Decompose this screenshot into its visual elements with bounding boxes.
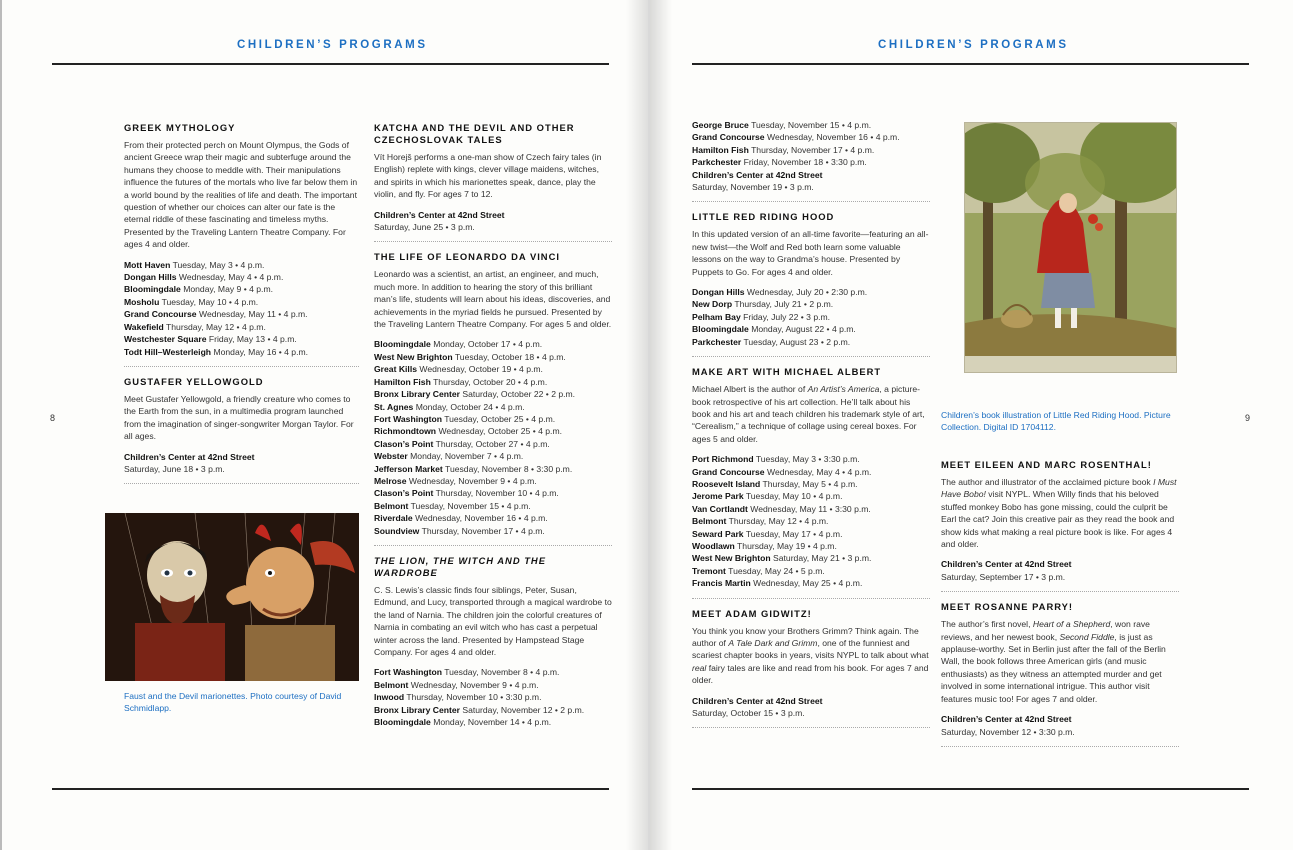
schedule-row: Hamilton Fish Thursday, October 20 • 4 p.m. xyxy=(374,376,548,387)
schedule-row: Roosevelt Island Thursday, May 5 • 4 p.m. xyxy=(692,478,858,489)
schedule-row: Bloomingdale Monday, November 14 • 4 p.m. xyxy=(374,717,552,728)
schedule-row: Webster Monday, November 7 • 4 p.m. xyxy=(374,451,524,462)
running-head-right: CHILDREN’S PROGRAMS xyxy=(878,39,1069,51)
date-line: Saturday, November 19 • 3 p.m. xyxy=(692,182,814,193)
page-number-right: 9 xyxy=(1245,413,1251,423)
section-title-rosanne-parry: MEET ROSANNE PARRY! xyxy=(941,601,1074,613)
schedule-row: Woodlawn Thursday, May 19 • 4 p.m. xyxy=(692,540,837,551)
date-line: Saturday, October 15 • 3 p.m. xyxy=(692,708,805,719)
schedule-row: Bronx Library Center Saturday, October 22 • 2 p.m. xyxy=(374,389,576,400)
right-page xyxy=(650,0,1293,850)
section-divider xyxy=(692,598,930,599)
schedule-row: Westchester Square Friday, May 13 • 4 p.m. xyxy=(124,334,297,345)
section-divider xyxy=(374,545,612,546)
footer-rule-left xyxy=(52,788,609,790)
section-divider xyxy=(941,746,1179,747)
schedule-row: Grand Concourse Wednesday, May 11 • 4 p.m. xyxy=(124,309,308,320)
schedule-row: Hamilton Fish Thursday, November 17 • 4 p.m. xyxy=(692,144,875,155)
schedule-list xyxy=(374,666,612,728)
section-description: The author and illustrator of the acclaimed picture book I Must Have Bobo! visit NYPL. When Willy finds that his beloved stuffed monkey Bobo has gone missing, could the culprit be Earl the cat? Join this creative pair as they read the book and show kids what making a real picture book is like. For ages 4 and older. xyxy=(941,477,1177,550)
date-line: Saturday, September 17 • 3 p.m. xyxy=(941,571,1066,582)
schedule-row: Dongan Hills Wednesday, May 4 • 4 p.m. xyxy=(124,272,284,283)
section-description: Michael Albert is the author of An Artist’s America, a picture-book retrospective of his art collection. He’ll talk about his book and his art and teach children his trademark style of art, “Cerealism,” a technique of collage using cereal boxes. For ages 5 and older. xyxy=(692,384,925,444)
venue-line: Children’s Center at 42nd Street xyxy=(941,714,1072,725)
schedule-row: Soundview Thursday, November 17 • 4 p.m. xyxy=(374,525,545,536)
section-divider xyxy=(124,483,359,484)
schedule-row: New Dorp Thursday, July 21 • 2 p.m. xyxy=(692,299,834,310)
header-rule-left xyxy=(52,63,609,65)
section-title-lion-witch-wardrobe: THE LION, THE WITCH AND THE WARDROBE xyxy=(374,554,546,578)
schedule-row: Grand Concourse Wednesday, November 16 • 4 p.m. xyxy=(692,132,900,143)
left-column-2 xyxy=(374,122,612,730)
venue-line: Children’s Center at 42nd Street xyxy=(692,169,823,180)
left-column-1 xyxy=(124,122,359,493)
section-title-leonardo: THE LIFE OF LEONARDO DA VINCI xyxy=(374,251,560,263)
venue-line: Children’s Center at 42nd Street xyxy=(124,451,255,462)
date-line: Saturday, June 18 • 3 p.m. xyxy=(124,463,225,474)
running-head-left: CHILDREN’S PROGRAMS xyxy=(237,39,428,51)
section-title-katcha: KATCHA AND THE DEVIL AND OTHER CZECHOSLOVAK TALES xyxy=(374,122,575,145)
schedule-row: Seward Park Tuesday, May 17 • 4 p.m. xyxy=(692,528,843,539)
schedule-row: Bloomingdale Monday, May 9 • 4 p.m. xyxy=(124,284,273,295)
section-divider xyxy=(692,356,930,357)
schedule-list xyxy=(124,259,359,358)
schedule-list xyxy=(692,286,930,348)
schedule-row: Clason’s Point Thursday, October 27 • 4 p.m. xyxy=(374,438,550,449)
header-rule-right xyxy=(692,63,1249,65)
page-number-left: 8 xyxy=(50,413,56,423)
schedule-row: Belmont Tuesday, November 15 • 4 p.m. xyxy=(374,500,531,511)
schedule-row: Melrose Wednesday, November 9 • 4 p.m. xyxy=(374,475,537,486)
schedule-row: Jerome Park Tuesday, May 10 • 4 p.m. xyxy=(692,491,843,502)
schedule-row: Belmont Thursday, May 12 • 4 p.m. xyxy=(692,516,829,527)
section-title-michael-albert: MAKE ART WITH MICHAEL ALBERT xyxy=(692,366,882,378)
section-divider xyxy=(692,201,930,202)
section-divider xyxy=(124,366,359,367)
schedule-row: Parkchester Friday, November 18 • 3:30 p.m. xyxy=(692,157,867,168)
section-title-greek-mythology: GREEK MYTHOLOGY xyxy=(124,122,236,133)
schedule-row: Wakefield Thursday, May 12 • 4 p.m. xyxy=(124,321,266,332)
footer-rule-right xyxy=(692,788,1249,790)
section-description: Leonardo was a scientist, an artist, an engineer, and much, much more. In addition to hearing the story of this brilliant man’s life, students will learn about his ideas, discoveries, and achievements in the myriad fields he pursued. Presented by the Traveling Lantern Theatre Company. For ages 5 and older. xyxy=(374,269,612,330)
schedule-row: Tremont Tuesday, May 24 • 5 p.m. xyxy=(692,565,825,576)
section-divider xyxy=(941,591,1179,592)
venue-line: Children’s Center at 42nd Street xyxy=(374,209,505,220)
illustration-image xyxy=(965,123,1176,372)
illustration-caption: Children’s book illustration of Little Red Riding Hood. Picture Collection. Digital ID 1704112. xyxy=(941,410,1171,433)
illustration-label-strip xyxy=(965,356,1176,372)
schedule-row: Jefferson Market Tuesday, November 8 • 3:30 p.m. xyxy=(374,463,573,474)
right-column-1 xyxy=(692,119,930,737)
right-column-2 xyxy=(941,459,1179,756)
section-description: Vít Horejš performs a one-man show of Czech fairy tales (in English) replete with kings, clever village maidens, witches, and spirits in which his marionettes speak, dance, play the violin, and fly. For ages 7 to 12. xyxy=(374,152,602,200)
venue-line: Children’s Center at 42nd Street xyxy=(941,559,1072,570)
schedule-row: Clason’s Point Thursday, November 10 • 4 p.m. xyxy=(374,488,559,499)
schedule-row: Dongan Hills Wednesday, July 20 • 2:30 p.m. xyxy=(692,287,868,298)
schedule-row: West New Brighton Saturday, May 21 • 3 p.m. xyxy=(692,553,872,564)
schedule-row: Bloomingdale Monday, August 22 • 4 p.m. xyxy=(692,324,856,335)
section-title-little-red-riding-hood: LITTLE RED RIDING HOOD xyxy=(692,211,835,223)
section-divider xyxy=(374,241,612,242)
section-description: C. S. Lewis’s classic finds four siblings, Peter, Susan, Edmund, and Lucy, transported through a magical wardrobe to the land of Narnia. The children join the colorful creatures of Narnia in combating an evil witch who has cast a perpetual winter across the land. Presented by Hampstead Stage Company. For ages 4 and older. xyxy=(374,584,612,657)
schedule-row: Bloomingdale Monday, October 17 • 4 p.m. xyxy=(374,339,543,350)
schedule-row: George Bruce Tuesday, November 15 • 4 p.m. xyxy=(692,120,872,130)
schedule-row: Port Richmond Tuesday, May 3 • 3:30 p.m. xyxy=(692,454,860,465)
schedule-row: St. Agnes Monday, October 24 • 4 p.m. xyxy=(374,401,525,412)
gutter-shadow xyxy=(626,0,648,850)
schedule-row: Great Kills Wednesday, October 19 • 4 p.m. xyxy=(374,364,543,375)
schedule-row: Inwood Thursday, November 10 • 3:30 p.m. xyxy=(374,692,542,703)
venue-line: Children’s Center at 42nd Street xyxy=(692,695,823,706)
section-title-rosenthal: MEET EILEEN AND MARC ROSENTHAL! xyxy=(941,459,1152,470)
gutter-shadow xyxy=(650,0,672,850)
section-title-gustafer: GUSTAFER YELLOWGOLD xyxy=(124,375,264,387)
photo-caption: Faust and the Devil marionettes. Photo courtesy of David Schmidlapp. xyxy=(124,691,342,714)
schedule-row: Francis Martin Wednesday, May 25 • 4 p.m. xyxy=(692,578,863,589)
schedule-list xyxy=(692,453,930,589)
schedule-row: Mott Haven Tuesday, May 3 • 4 p.m. xyxy=(124,259,265,270)
schedule-row: Grand Concourse Wednesday, May 4 • 4 p.m. xyxy=(692,466,872,477)
section-description: The author’s first novel, Heart of a Shepherd, won rave reviews, and her newest book, Second Fiddle, is just as applause-worthy. Set in Berlin just after the fall of the Berlin Wall, the book follows three American girls (and music enthusiasts) as they witness an attempted murder and get involved in some international intrigue. This author visit features music too! For ages 7 and older. xyxy=(941,619,1166,704)
schedule-row: Fort Washington Tuesday, October 25 • 4 p.m. xyxy=(374,413,556,424)
schedule-list xyxy=(374,338,612,537)
section-description: Meet Gustafer Yellowgold, a friendly creature who comes to the Earth from the sun, in a multimedia program launched from the imagination of singer-songwriter Morgan Taylor. For all ages. xyxy=(124,393,354,442)
date-line: Saturday, November 12 • 3:30 p.m. xyxy=(941,726,1075,737)
marionettes-photo xyxy=(105,513,359,681)
schedule-list-continued xyxy=(692,119,930,193)
schedule-row: Todt Hill–Westerleigh Monday, May 16 • 4 p.m. xyxy=(124,346,309,357)
schedule-row: Parkchester Tuesday, August 23 • 2 p.m. xyxy=(692,336,851,347)
schedule-row: Bronx Library Center Saturday, November 12 • 2 p.m. xyxy=(374,704,585,715)
schedule-row: Riverdale Wednesday, November 16 • 4 p.m. xyxy=(374,513,548,524)
section-description: From their protected perch on Mount Olympus, the Gods of ancient Greece wrap their magic and subterfuge around the humans they choose to meddle with. Their manipulations influence the futures of the mortals who live far below them in a world bound by the realities of life and death. The important question of whether our choices can alter our fate is the eternal riddle of these fascinating and timeless myths. Presented by the Traveling Lantern Theatre Company. For ages 4 and older. xyxy=(124,140,358,250)
schedule-row: Mosholu Tuesday, May 10 • 4 p.m. xyxy=(124,296,259,307)
schedule-row: West New Brighton Tuesday, October 18 • 4 p.m. xyxy=(374,351,566,362)
little-red-riding-hood-illustration xyxy=(964,122,1177,373)
schedule-row: Van Cortlandt Wednesday, May 11 • 3:30 p.m. xyxy=(692,503,871,514)
section-title-adam-gidwitz: MEET ADAM GIDWITZ! xyxy=(692,607,812,619)
schedule-row: Richmondtown Wednesday, October 25 • 4 p.m. xyxy=(374,426,562,437)
schedule-row: Pelham Bay Friday, July 22 • 3 p.m. xyxy=(692,311,831,322)
schedule-row: Fort Washington Tuesday, November 8 • 4 p.m. xyxy=(374,667,560,678)
schedule-row: Belmont Wednesday, November 9 • 4 p.m. xyxy=(374,679,539,690)
section-divider xyxy=(692,727,930,728)
section-description: You think you know your Brothers Grimm? Think again. The author of A Tale Dark and Grimm, one of the funniest and scariest chapter books in years, visits NYPL to talk about what real fairy tales are like and read from his book. For ages 7 and older. xyxy=(692,625,929,686)
section-description: In this updated version of an all-time favorite—featuring an all-new twist—the Wolf and Red both learn some valuable lessons on the way to Grandma’s house. Presented by Puppets to Go. For ages 4 and older. xyxy=(692,229,929,277)
marionettes-image xyxy=(105,513,359,681)
date-line: Saturday, June 25 • 3 p.m. xyxy=(374,222,475,233)
